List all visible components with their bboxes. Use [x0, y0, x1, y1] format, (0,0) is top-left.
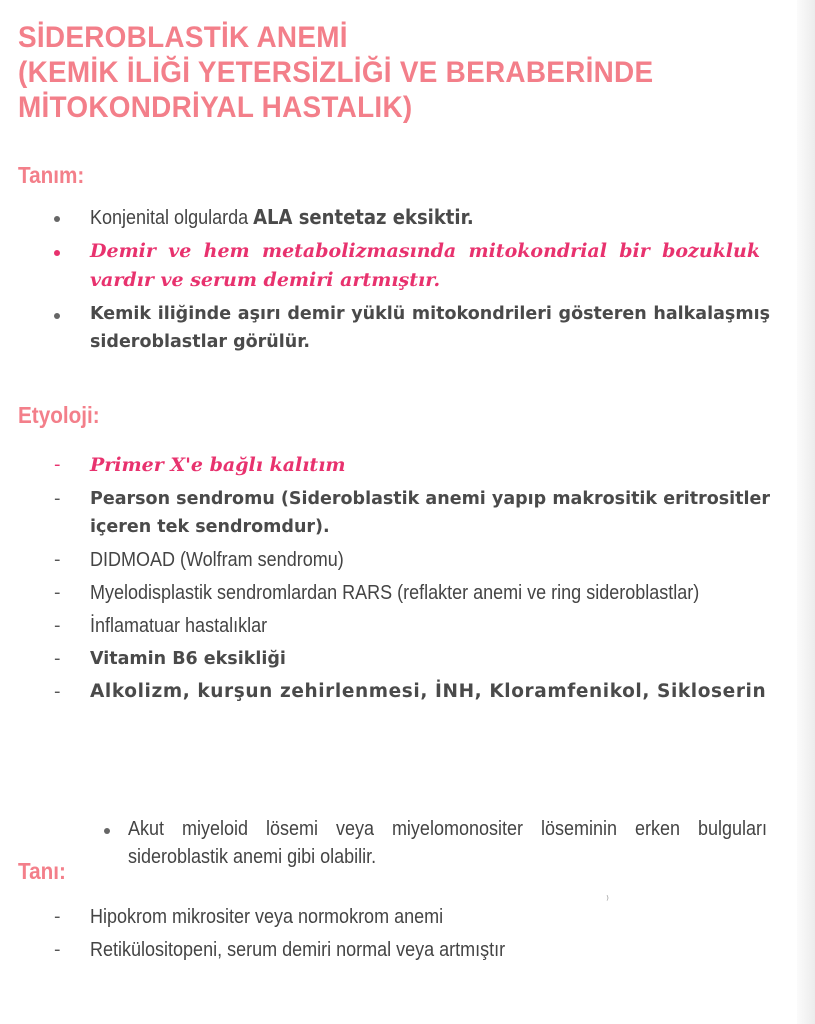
dash-icon: - [54, 549, 61, 570]
list-item [50, 903, 770, 931]
item-bold-text: Pearson sendromu (Sideroblastik anemi yapıp makrositik eritrositler içeren tek sendromdur). [90, 489, 770, 537]
section-heading-tanim: Tanım: [18, 162, 85, 188]
list-item [50, 546, 770, 574]
item-bold-text: Alkolizm, kurşun zehirlenmesi, İNH, Kloramfenikol, Sikloserin [90, 681, 767, 702]
etyoloji-sub-list [100, 815, 770, 876]
dash-icon: - [54, 488, 61, 509]
item-italic-text: Demir ve hem metabolizmasında mitokondrial bir bozukluk vardır ve serum demiri artmıştır. [90, 240, 760, 291]
dash-icon: - [54, 648, 61, 669]
dash-icon: - [54, 681, 61, 702]
title-line-3: MİTOKONDRİYAL HASTALIK) [18, 91, 413, 124]
title-line-1: SİDEROBLASTİK ANEMİ [18, 21, 348, 54]
item-text: İnflamatuar hastalıklar [90, 615, 268, 637]
item-text: Myelodisplastik sendromlardan RARS (reflakter anemi ve ring sideroblastlar) [90, 582, 700, 604]
list-item [50, 451, 770, 480]
title-line-2: (KEMİK İLİĞİ YETERSİZLİĞİ VE BERABERİNDE [18, 56, 654, 89]
item-bold-text: Vitamin B6 eksikliği [90, 649, 286, 669]
list-item [50, 485, 770, 541]
stray-scan-mark: ⁾ [606, 893, 609, 907]
item-text: DIDMOAD (Wolfram sendromu) [90, 549, 344, 571]
page-edge-shadow [797, 0, 815, 1024]
item-text: Hipokrom mikrositer veya normokrom anemi [90, 906, 444, 928]
bullet-icon [104, 815, 124, 843]
item-text: Konjenital olgularda [90, 207, 254, 229]
page-title [18, 20, 781, 125]
bullet-icon [54, 237, 74, 265]
section-heading-etyoloji: Etyoloji: [18, 402, 100, 428]
dash-icon: - [54, 906, 61, 927]
dash-icon: - [54, 615, 61, 636]
list-item [50, 203, 770, 232]
tanim-list [50, 203, 770, 361]
dash-icon: - [54, 582, 61, 603]
etyoloji-list [50, 451, 770, 711]
item-italic-text: Primer X'e bağlı kalıtım [90, 454, 346, 476]
list-item [50, 612, 770, 640]
list-item [50, 579, 770, 607]
list-item [50, 936, 770, 964]
dash-icon: - [54, 454, 61, 475]
bullet-icon [54, 203, 74, 231]
item-bold-text: Kemik iliğinde aşırı demir yüklü mitokondrileri gösteren halkalaşmış sideroblastlar görülür. [90, 304, 770, 352]
item-bold-text: ALA sentetaz eksiktir. [253, 205, 474, 229]
tani-list [50, 903, 770, 969]
list-item [50, 300, 770, 356]
item-text: Akut miyeloid lösemi veya miyelomonositer löseminin erken bulguları sideroblastik anemi gibi olabilir. [128, 818, 767, 868]
list-item [50, 678, 770, 706]
item-text: Retikülositopeni, serum demiri normal veya artmıştır [90, 939, 506, 961]
list-item [100, 815, 770, 871]
bullet-icon [54, 300, 74, 328]
section-heading-tani: Tanı: [18, 858, 66, 884]
list-item [50, 645, 770, 673]
dash-icon: - [54, 939, 61, 960]
list-item [50, 237, 770, 295]
